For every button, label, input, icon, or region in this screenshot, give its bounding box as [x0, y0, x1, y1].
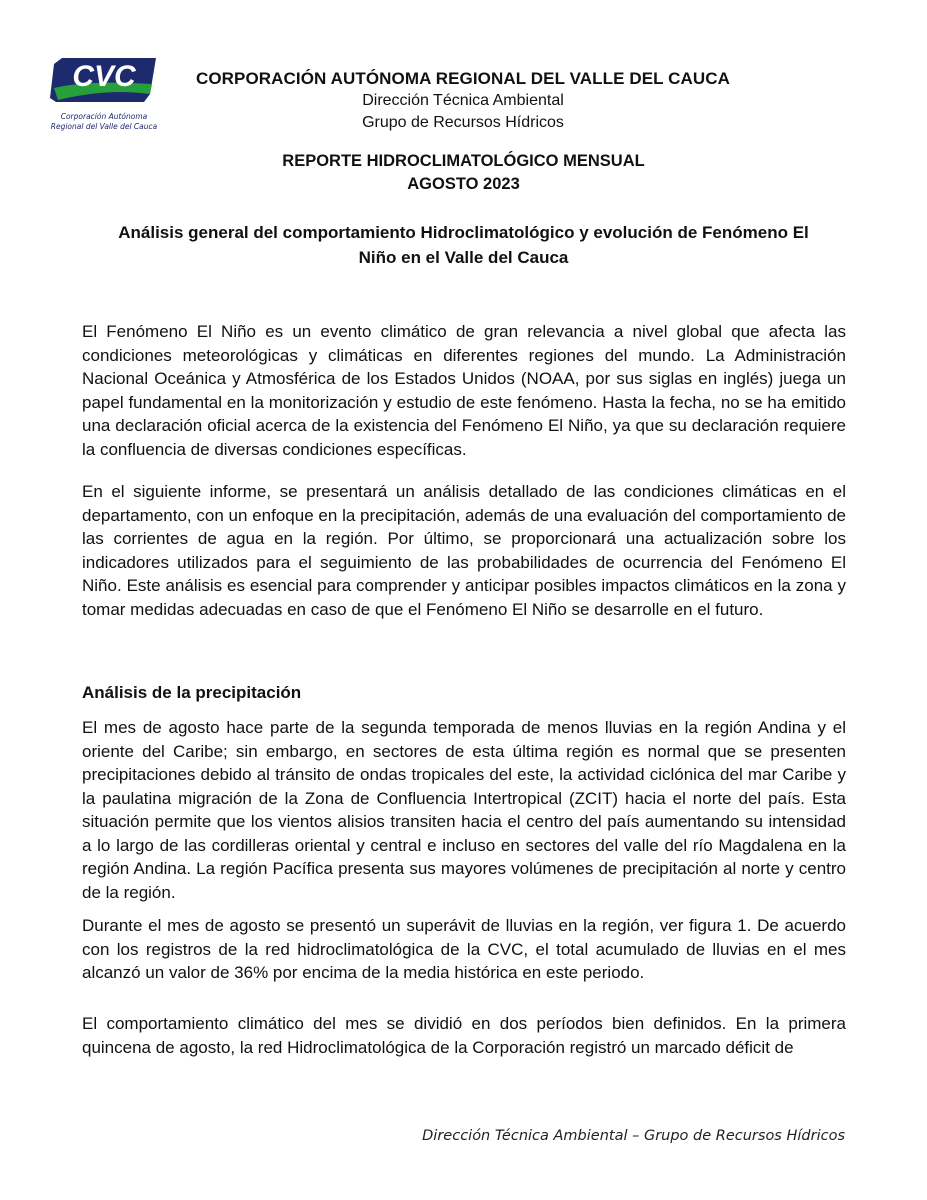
logo-subtitle-line1: Corporación Autónoma	[60, 112, 148, 121]
analysis-title-line1: Análisis general del comportamiento Hidroclimatológico y evolución de Fenómeno El	[118, 223, 809, 242]
cvc-logo	[48, 54, 160, 146]
direction-name: Dirección Técnica Ambiental	[362, 92, 564, 109]
intro-paragraph: El Fenómeno El Niño es un evento climático de gran relevancia a nivel global que afecta las condiciones meteorológicas y climáticas en diferentes regiones del mundo. La Administración Nacional Oceánica y Atmosférica de los Estados Unidos (NOAA, por sus siglas en inglés) juega un papel fundamental en la monitorización y estudio de este fenómeno. Hasta la fecha, no se ha emitido una declaración oficial acerca de la existencia del Fenómeno El Niño, ya que su declaración requiere la confluencia de diversas condiciones específicas.	[82, 322, 846, 459]
precipitation-section-heading: Análisis de la precipitación	[82, 683, 302, 702]
analysis-title-line2: Niño en el Valle del Cauca	[358, 248, 569, 267]
report-title-block	[0, 150, 927, 196]
report-title: REPORTE HIDROCLIMATOLÓGICO MENSUAL	[282, 152, 645, 170]
document-header	[178, 68, 748, 134]
report-scope-paragraph: En el siguiente informe, se presentará un análisis detallado de las condiciones climáticas en el departamento, con un enfoque en la precipitación, además de una evaluación del comportamiento de las corrientes de agua en la región. Por último, se proporcionará una actualización sobre los indicadores utilizados para el seguimiento de las probabilidades de ocurrencia del Fenómeno El Niño. Este análisis es esencial para comprender y anticipar posibles impactos climáticos en la zona y tomar medidas adecuadas en caso de que el Fenómeno El Niño se desarrolle en el futuro.	[82, 482, 846, 619]
cvc-logo-icon	[48, 54, 160, 112]
precipitation-paragraph-3: El comportamiento climático del mes se dividió en dos períodos bien definidos. En la primera quincena de agosto, la red Hidroclimatológica de la Corporación registró un marcado déficit de	[82, 1014, 846, 1057]
organization-name: CORPORACIÓN AUTÓNOMA REGIONAL DEL VALLE DEL CAUCA	[195, 69, 731, 88]
cvc-logo-text: CVC	[72, 60, 136, 93]
logo-subtitle	[48, 112, 160, 132]
report-period: AGOSTO 2023	[407, 175, 520, 193]
precipitation-paragraph-2: Durante el mes de agosto se presentó un superávit de lluvias en la región, ver figura 1. De acuerdo con los registros de la red hidroclimatológica de la CVC, el total acumulado de lluvias en el mes alcanzó un valor de 36% por encima de la media histórica en este periodo.	[82, 916, 846, 982]
precipitation-paragraph-1: El mes de agosto hace parte de la segunda temporada de menos lluvias en la región Andina y el oriente del Caribe; sin embargo, en sectores de esta última región es normal que se presenten precipitaciones debido al tránsito de ondas tropicales del este, la actividad ciclónica del mar Caribe y la paulatina migración de la Zona de Confluencia Intertropical (ZCIT) hacia el norte del país. Esta situación permite que los vientos alisios transiten hacia el centro del país aumentando su intensidad a lo largo de las cordilleras oriental y central e incluso en sectores del valle del río Magdalena en la región Andina. La región Pacífica presenta sus mayores volúmenes de precipitación al norte y centro de la región.	[82, 718, 846, 902]
page-footer: Dirección Técnica Ambiental – Grupo de Recursos Hídricos	[422, 1128, 845, 1144]
analysis-title	[60, 220, 867, 270]
group-name: Grupo de Recursos Hídricos	[362, 114, 564, 131]
logo-subtitle-line2: Regional del Valle del Cauca	[50, 122, 158, 131]
